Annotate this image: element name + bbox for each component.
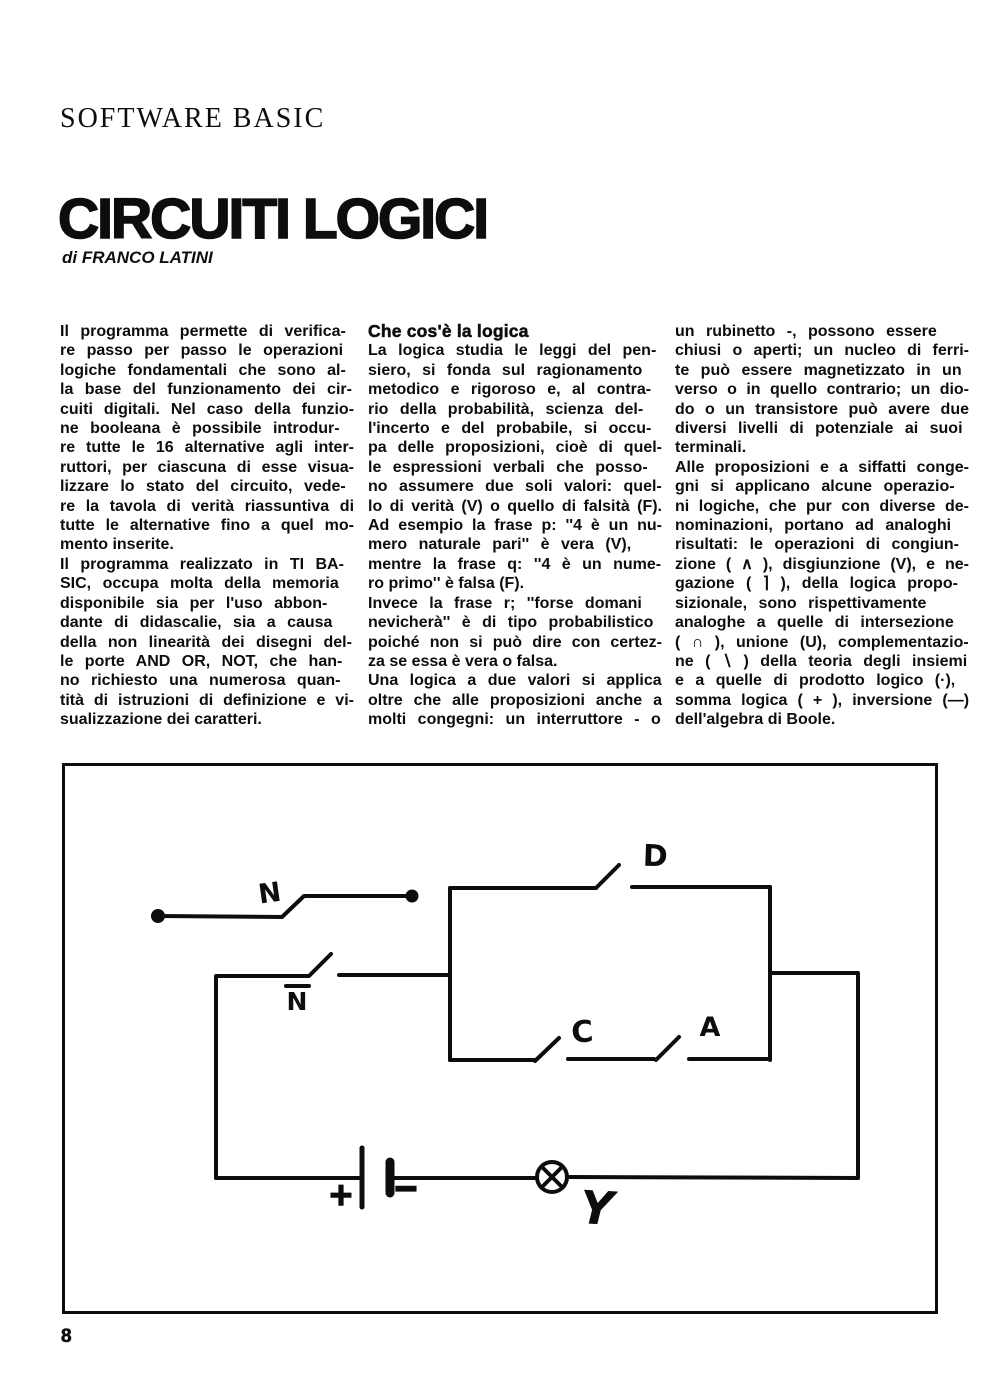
text-line: mento inserite. (60, 536, 174, 554)
lamp-label: Y (578, 1180, 615, 1236)
text-line: Alle proposizioni e a siffatti conge- (675, 458, 970, 476)
text-line: risultati: le operazioni di congiun- (675, 536, 960, 554)
text-line: e a quelle di prodotto logico (·), (675, 672, 956, 690)
text-line: della non linearità dei disegni del- (60, 633, 352, 651)
switch-n-bar-blade (309, 954, 331, 976)
section-heading: Che cos'è la logica (368, 321, 529, 341)
text-line: pa delle proposizioni, cioè di quel- (368, 439, 663, 457)
switch-n-label: N (256, 876, 284, 911)
text-line: gni si applicano alcune operazio- (675, 478, 955, 496)
bottom-wire-right (567, 1177, 858, 1178)
text-line: le espressioni verbali che posso- (368, 458, 648, 476)
switch-n-wire (158, 896, 412, 917)
text-line: no assumere due soli valori: quel- (368, 478, 662, 496)
lamp (392, 1162, 858, 1236)
text-line: logiche fondamentali che sono al- (60, 361, 346, 379)
switch-a-label: A (699, 1012, 721, 1043)
battery (216, 1148, 419, 1213)
text-line: Ad esempio la frase p: ''4 è un nu- (368, 517, 663, 535)
text-line: ( ∩ ), unione (U), complementazio- (675, 633, 969, 651)
text-line: dell'algebra di Boole. (675, 711, 836, 729)
text-line: lizzare lo stato del circuito, vede- (60, 478, 346, 496)
text-line: Il programma realizzato in TI BA- (60, 555, 344, 573)
text-line: te può essere magnetizzato in un (675, 361, 962, 379)
text-line: gazione ( ⌉ ), della logica propo- (675, 575, 958, 593)
text-line: disponibile sia per l'uso abbon- (60, 594, 328, 612)
switch-a-blade (656, 1037, 679, 1060)
text-line: diversi livelli di potenziale ai suoi (675, 420, 963, 438)
parallel-block (450, 839, 770, 1061)
battery-plus-sign: + (328, 1177, 354, 1213)
text-line: La logica studia le leggi del pen- (368, 342, 657, 360)
battery-minus-sign: − (393, 1171, 419, 1206)
switch-n (151, 877, 419, 923)
text-line: la base del funzionamento dei cir- (60, 381, 352, 399)
text-line: sizionale, sono rispettivamente (675, 594, 927, 612)
text-line: zione ( ∧ ), disgiunzione (V), e ne- (675, 555, 969, 573)
text-line: rio della probabilità, scienza del- (368, 400, 644, 418)
text-line: mentre la frase q: ''4 è un nume- (368, 555, 662, 573)
text-line: cuiti digitali. Nel caso della funzio- (60, 400, 355, 418)
text-line: ro primo'' è falsa (F). (368, 575, 525, 593)
text-line: verso o in quello contrario; un dio- (675, 381, 970, 399)
text-line: tità di istruzioni di definizione e vi- (60, 691, 354, 709)
article-byline: di FRANCO LATINI (62, 248, 213, 267)
section-kicker: SOFTWARE BASIC (60, 103, 326, 134)
switch-c-label: C (570, 1014, 595, 1051)
article-title: CIRCUITI LOGICI (58, 187, 488, 251)
text-line: terminali. (675, 439, 747, 457)
text-line: no richiesto una numerosa quan- (60, 672, 341, 690)
text-line: ruttori, per ciascuna di esse visua- (60, 458, 355, 476)
switch-n-bar-label: N (286, 987, 308, 1016)
text-line: nevicherà'' è di tipo probabilistico (368, 614, 654, 632)
text-line: metodico e rigoroso e, al contra- (368, 381, 652, 399)
text-line: un rubinetto -, possono essere (675, 323, 937, 340)
terminal-dot-right (406, 890, 419, 903)
diagram-border (64, 765, 937, 1313)
text-line: le porte AND OR, NOT, che han- (60, 652, 343, 670)
text-line: analoghe a quelle di intersezione (675, 614, 954, 632)
text-line: ni logiche, che pur con diverse de- (675, 497, 970, 515)
text-line: molti congegni: un interruttore - o (368, 711, 661, 729)
text-line: SIC, occupa molta della memoria (60, 575, 339, 593)
text-line: Il programma permette di verifica- (60, 323, 346, 340)
switch-n-bar (216, 954, 450, 1178)
text-line: dante di didascalie, sia a causa (60, 614, 333, 632)
switch-c-blade (535, 1038, 559, 1061)
text-line: siero, si fonda sul ragionamento (368, 361, 643, 379)
text-line: tutte le alternative fino a quel mo- (60, 517, 354, 535)
text-line: re la tavola di verità riassuntiva di (60, 497, 355, 515)
text-line: somma logica ( + ), inversione (—) (675, 691, 970, 709)
switch-d-blade (596, 865, 619, 888)
text-line: lo di verità (V) o quello di falsità (F). (368, 497, 663, 515)
text-line: Invece la frase r; ''forse domani (368, 594, 642, 612)
text-line: l'incerto e del probabile, si occu- (368, 420, 652, 438)
text-line: za se essa è vera o falsa. (368, 652, 558, 670)
text-line: chiusi o aperti; un nucleo di ferri- (675, 342, 969, 360)
text-line: sualizzazione dei caratteri. (60, 711, 262, 729)
text-line: Una logica a due valori si applica (368, 672, 662, 690)
text-line: poiché non si può dire con certez- (368, 633, 662, 651)
page-number: 8 (61, 1326, 72, 1347)
text-line: re tutte le 16 alternative agli inter- (60, 439, 355, 457)
text-line: ne ( ∖ ) della teoria degli insiemi (675, 652, 968, 670)
switch-d-label: D (642, 838, 669, 875)
text-line: re passo per passo le operazioni (60, 342, 344, 360)
text-line: oltre che alle proposizioni anche a (368, 691, 662, 709)
text-line: nominazioni, portano ad analoghi (675, 517, 952, 535)
text-line: mero naturale pari'' è vera (V), (368, 536, 632, 554)
text-line: do o un transistore può avere due (675, 400, 970, 418)
text-line: ne booleana è possibile introdur- (60, 420, 340, 438)
right-return-wire (770, 973, 858, 1178)
